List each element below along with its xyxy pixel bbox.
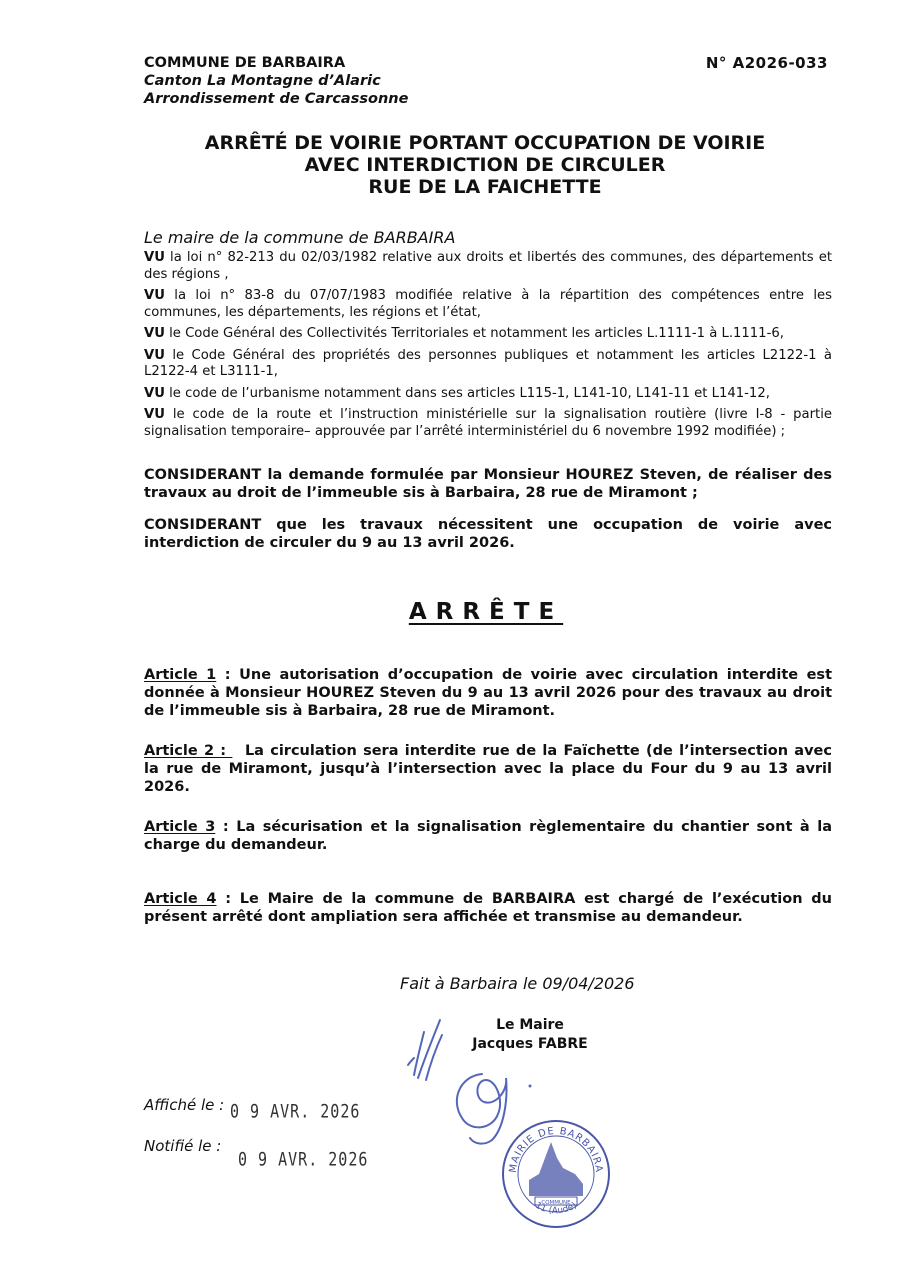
article-sep (232, 743, 245, 759)
article-1 (144, 666, 832, 720)
vu-text: le Code Général des propriétés des personnes publiques et notamment les articles L2122-1 à L2122-4 et L3111-1, (144, 347, 832, 379)
arrondissement-name: Arrondissement de Carcassonne (144, 91, 409, 107)
considerant-text: la demande formulée par Monsieur HOUREZ Steven, de réaliser des travaux au droit de l’immeuble sis à Barbaira, 28 rue de Miramont ; (144, 467, 832, 501)
title-line-1: ARRÊTÉ DE VOIRIE PORTANT OCCUPATION DE VOIRIE (204, 132, 766, 154)
vu-text: la loi n° 82-213 du 02/03/1982 relative aux droits et libertés des communes, des départements et des régions , (144, 250, 832, 282)
article-4 (144, 890, 832, 926)
vu-item (144, 326, 832, 343)
mayor-intro: Le maire de la commune de BARBAIRA (144, 228, 456, 247)
arrete-heading-text: ARRÊTE (408, 599, 564, 625)
title-line-3: RUE DE LA FAICHETTE (368, 176, 602, 198)
considerant-keyword: CONSIDERANT (144, 467, 262, 483)
article-label: Article 2 : (144, 743, 233, 759)
considerant-2 (144, 516, 832, 552)
article-text: Une autorisation d’occupation de voirie avec circulation interdite est donnée à Monsieur HOUREZ Steven du 9 au 13 avril 2026 pour des travaux au droit de l’immeuble sis à Barbaira, 28 rue de Miramont. (144, 667, 832, 719)
article-2 (144, 742, 832, 796)
commune-header (144, 54, 408, 108)
article-sep: : (216, 891, 240, 907)
affiche-date-stamp: 0 9 AVR. 2026 (230, 1100, 361, 1123)
vu-item (144, 386, 832, 403)
affiche-label: Affiché le : (144, 1096, 225, 1114)
town-seal-stamp (499, 1118, 613, 1230)
vu-keyword: VU (144, 326, 165, 341)
vu-item (144, 348, 832, 381)
signatory-role: Le Maire (496, 1017, 564, 1033)
article-label: Article 1 (144, 667, 217, 683)
vu-keyword: VU (144, 288, 165, 303)
vu-item (144, 288, 832, 321)
canton-name: Canton La Montagne d’Alaric (144, 73, 381, 89)
article-label: Article 4 (144, 891, 217, 907)
vu-keyword: VU (144, 407, 165, 422)
vu-keyword: VU (144, 250, 165, 265)
seal-bottom-text: 11 (Aude) (533, 1200, 579, 1217)
considerant-1 (144, 466, 832, 502)
article-text: La circulation sera interdite rue de la Faïchette (de l’intersection avec la rue de Miramont, jusqu’à l’intersection avec la place du Four du 9 au 13 avril 2026. (144, 743, 832, 795)
decree-title (0, 132, 900, 198)
article-text: La sécurisation et la signalisation règlementaire du chantier sont à la charge du demandeur. (144, 819, 832, 853)
place-date: Fait à Barbaira le 09/04/2026 (400, 974, 635, 993)
article-3 (144, 818, 832, 854)
arrete-heading (0, 599, 900, 625)
vu-text: le code de l’urbanisme notamment dans ses articles L115-1, L141-10, L141-11 et L141-12, (164, 385, 770, 401)
considerant-keyword: CONSIDERANT (144, 517, 262, 533)
vu-text: le code de la route et l’instruction ministérielle sur la signalisation routière (livre I-8 - partie signalisation temporaire– approuvée par l’arrêté interministériel du 6 novembre 1992 modifiée) ; (144, 407, 832, 439)
title-line-2: AVEC INTERDICTION DE CIRCULER (304, 154, 666, 176)
article-sep: : (216, 667, 240, 683)
seal-top-text: MAIRIE DE BARBAIRA (507, 1125, 605, 1174)
seal-ribbon-text: COMMUNE (541, 1200, 571, 1206)
article-text: Le Maire de la commune de BARBAIRA est chargé de l’exécution du présent arrêté dont ampliation sera affichée et transmise au demandeur. (144, 891, 832, 925)
commune-name: COMMUNE DE BARBAIRA (144, 55, 346, 71)
vu-keyword: VU (144, 347, 165, 363)
article-label: Article 3 (144, 819, 216, 835)
vu-keyword: VU (144, 385, 165, 401)
notifie-label: Notifié le : (144, 1137, 222, 1155)
considerant-text: que les travaux nécessitent une occupation de voirie avec interdiction de circuler du 9 au 13 avril 2026. (144, 517, 832, 551)
vu-text: le Code Général des Collectivités Territoriales et notamment les articles L.1111-1 à L.1111-6, (164, 326, 784, 341)
vu-item (144, 407, 832, 440)
vu-text: la loi n° 83-8 du 07/07/1983 modifiée relative à la répartition des compétences entre les communes, les départements, les régions et l’état, (144, 288, 832, 320)
notifie-date-stamp: 0 9 AVR. 2026 (238, 1148, 369, 1171)
signatory-name: Jacques FABRE (472, 1036, 588, 1052)
vu-list (144, 250, 832, 445)
article-sep: : (215, 819, 237, 835)
decree-number: N° A2026-033 (705, 54, 828, 72)
vu-item (144, 250, 832, 283)
